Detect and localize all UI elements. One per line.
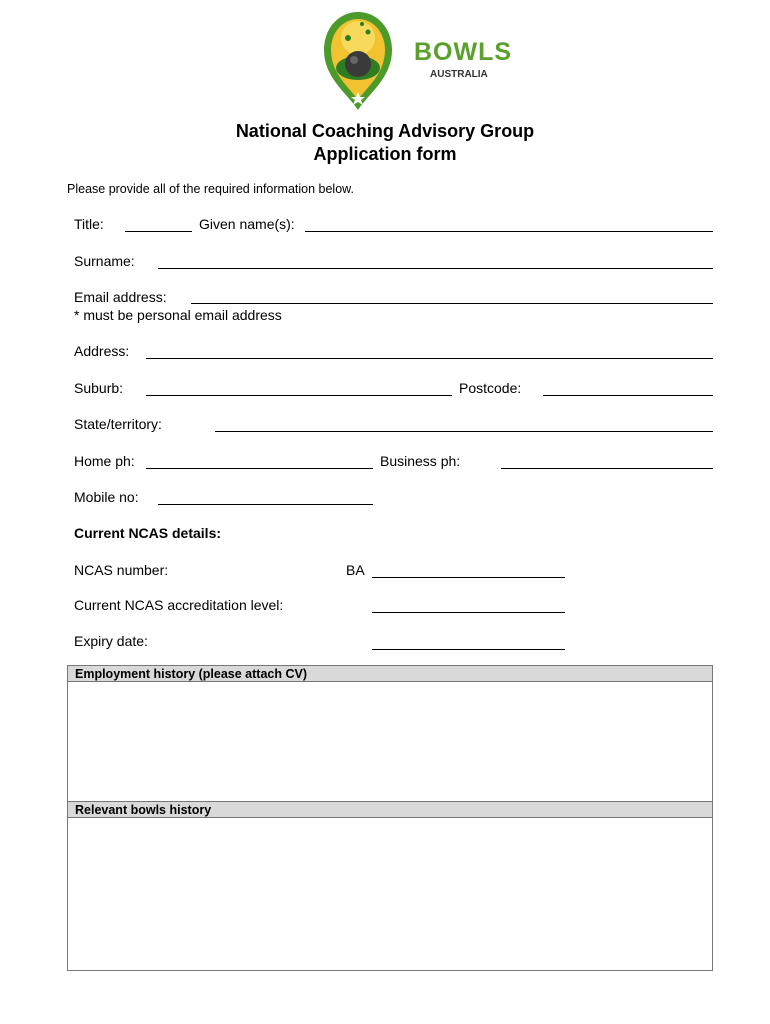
suburb-field[interactable]: [146, 395, 452, 396]
given-names-field[interactable]: [305, 231, 713, 232]
mobile-field[interactable]: [158, 504, 373, 505]
bowls-history-heading: Relevant bowls history: [68, 802, 712, 818]
email-label: Email address:: [74, 289, 167, 305]
postcode-label: Postcode:: [459, 380, 522, 396]
state-field[interactable]: [215, 431, 713, 432]
ncas-heading: Current NCAS details:: [74, 525, 222, 541]
title-label: Title:: [74, 216, 104, 232]
form-title-line2: Application form: [313, 144, 457, 164]
address-field[interactable]: [146, 358, 713, 359]
employment-history-heading: Employment history (please attach CV): [68, 666, 712, 682]
ncas-prefix: BA: [346, 562, 365, 578]
logo-sub: AUSTRALIA: [430, 69, 488, 80]
title-field[interactable]: [125, 231, 192, 232]
state-label: State/territory:: [74, 416, 162, 432]
employment-history-box[interactable]: [67, 665, 713, 802]
email-field[interactable]: [191, 303, 713, 304]
email-note: * must be personal email address: [74, 307, 282, 323]
bowls-logo-icon: [318, 8, 398, 112]
business-ph-field[interactable]: [501, 468, 713, 469]
mobile-label: Mobile no:: [74, 489, 139, 505]
given-names-label: Given name(s):: [199, 216, 295, 232]
bowls-history-box[interactable]: [67, 801, 713, 971]
surname-label: Surname:: [74, 253, 135, 269]
expiry-label: Expiry date:: [74, 633, 148, 649]
surname-field[interactable]: [158, 268, 713, 269]
business-ph-label: Business ph:: [380, 453, 461, 469]
ncas-level-label: Current NCAS accreditation level:: [74, 597, 284, 613]
suburb-label: Suburb:: [74, 380, 124, 396]
ncas-number-label: NCAS number:: [74, 562, 169, 578]
bowls-australia-logo: [318, 8, 518, 112]
ncas-level-field[interactable]: [372, 612, 565, 613]
ncas-number-field[interactable]: [372, 577, 565, 578]
expiry-field[interactable]: [372, 649, 565, 650]
logo-word: BOWLS: [414, 38, 513, 66]
home-ph-label: Home ph:: [74, 453, 135, 469]
home-ph-field[interactable]: [146, 468, 373, 469]
intro-text: Please provide all of the required information below.: [67, 182, 354, 196]
address-label: Address:: [74, 343, 130, 359]
postcode-field[interactable]: [543, 395, 713, 396]
form-title-line1: National Coaching Advisory Group: [235, 121, 535, 141]
